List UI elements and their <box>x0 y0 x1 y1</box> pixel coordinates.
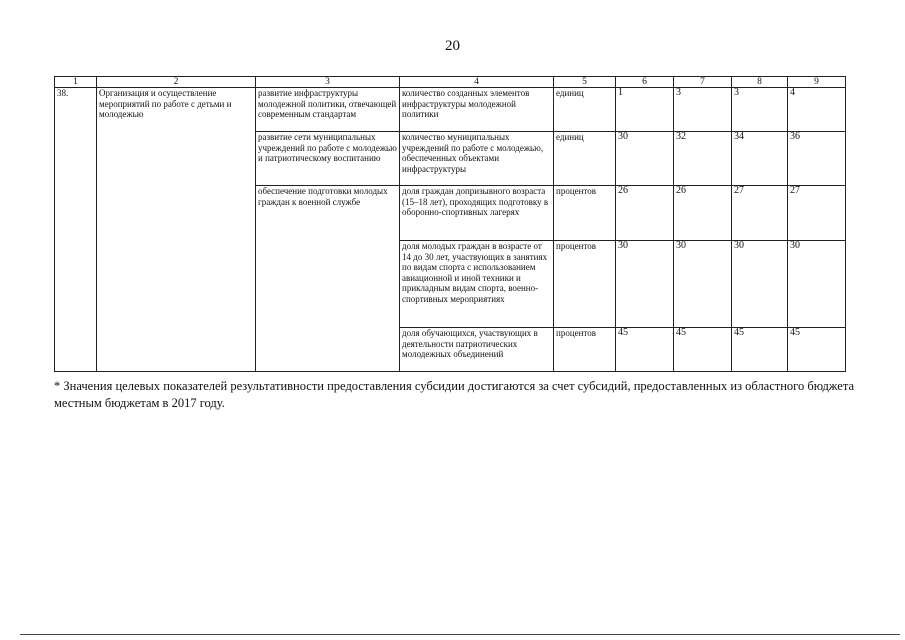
indicator-name: доля граждан допризывного возраста (15–18 лет), проходящих подготовку в оборонно-спортивных лагерях <box>400 186 554 241</box>
value-cell: 30 <box>674 241 732 328</box>
value-cell: 32 <box>674 132 732 186</box>
indicator-name: количество созданных элементов инфраструктуры молодежной политики <box>400 88 554 132</box>
col-header-5: 5 <box>554 77 616 88</box>
value-cell: 45 <box>732 328 788 372</box>
indicator-name: доля обучающихся, участвующих в деятельности патриотических молодежных объединений <box>400 328 554 372</box>
value-cell: 30 <box>616 241 674 328</box>
unit-cell: единиц <box>554 132 616 186</box>
value-cell: 36 <box>788 132 846 186</box>
table-row <box>55 88 846 132</box>
indicator-name: количество муниципальных учреждений по работе с молодежью, обеспеченных объектами инфраструктуры <box>400 132 554 186</box>
col-header-1: 1 <box>55 77 97 88</box>
col-header-4: 4 <box>400 77 554 88</box>
page-number: 20 <box>445 38 460 54</box>
value-cell: 30 <box>732 241 788 328</box>
scan-edge-line <box>20 634 900 635</box>
footnote: * Значения целевых показателей результативности предоставления субсидии достигаются за счет субсидий, предоставленных из областного бюджета местным бюджетам в 2017 году. <box>54 379 854 410</box>
indicators-table <box>54 76 846 372</box>
col-header-9: 9 <box>788 77 846 88</box>
value-cell: 26 <box>674 186 732 241</box>
unit-cell: процентов <box>554 328 616 372</box>
direction-cell: развитие сети муниципальных учреждений по работе с молодежью и патриотическому воспитанию <box>256 132 400 186</box>
value-cell: 26 <box>616 186 674 241</box>
col-header-3: 3 <box>256 77 400 88</box>
unit-cell: единиц <box>554 88 616 132</box>
value-cell: 45 <box>616 328 674 372</box>
value-cell: 3 <box>732 88 788 132</box>
direction-cell: развитие инфраструктуры молодежной политики, отвечающей современным стандартам <box>256 88 400 132</box>
unit-cell: процентов <box>554 186 616 241</box>
unit-cell: процентов <box>554 241 616 328</box>
value-cell: 1 <box>616 88 674 132</box>
value-cell: 45 <box>788 328 846 372</box>
value-cell: 27 <box>788 186 846 241</box>
col-header-6: 6 <box>616 77 674 88</box>
value-cell: 4 <box>788 88 846 132</box>
col-header-2: 2 <box>97 77 256 88</box>
value-cell: 3 <box>674 88 732 132</box>
value-cell: 30 <box>788 241 846 328</box>
row-number: 38. <box>55 88 97 372</box>
direction-cell: обеспечение подготовки молодых граждан к военной службе <box>256 186 400 372</box>
value-cell: 27 <box>732 186 788 241</box>
value-cell: 45 <box>674 328 732 372</box>
col-header-8: 8 <box>732 77 788 88</box>
indicator-name: доля молодых граждан в возрасте от 14 до 30 лет, участвующих в занятиях по видам спорта с использованием авиационной и иной техники и прикладным видам спорта, военно-спортивных мероприятиях <box>400 241 554 328</box>
value-cell: 34 <box>732 132 788 186</box>
header-row <box>55 77 846 88</box>
col-header-7: 7 <box>674 77 732 88</box>
value-cell: 30 <box>616 132 674 186</box>
event-cell: Организация и осуществление мероприятий по работе с детьми и молодежью <box>97 88 256 372</box>
